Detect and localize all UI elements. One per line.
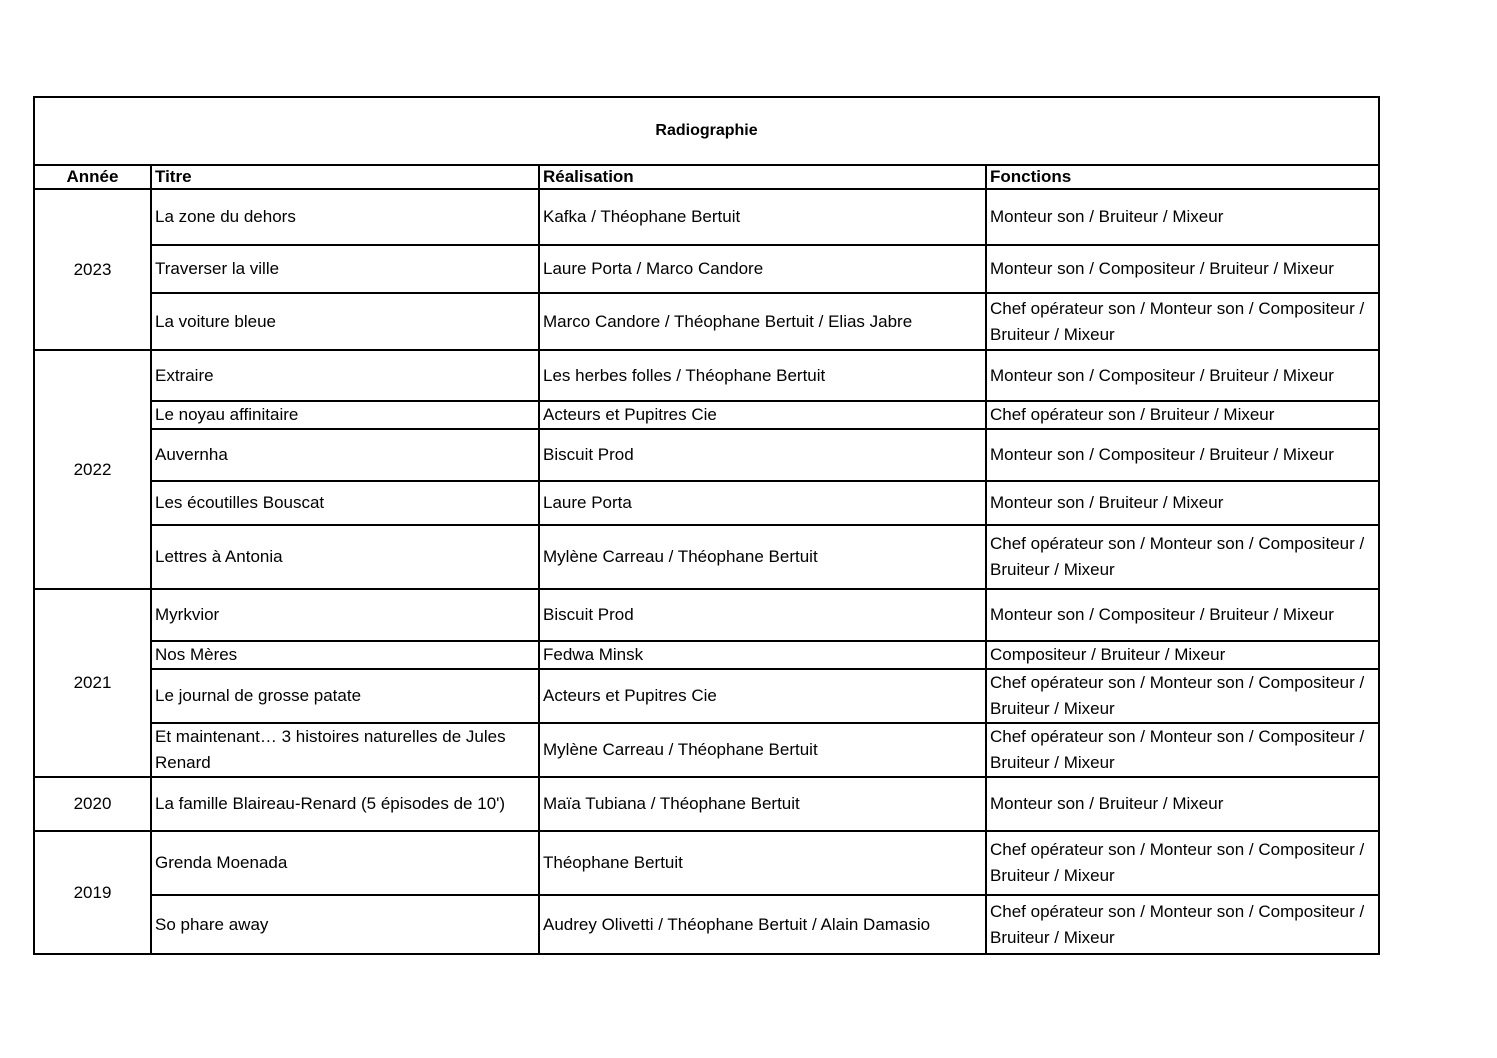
header-director: Réalisation: [539, 165, 986, 189]
director-cell: Mylène Carreau / Théophane Bertuit: [539, 525, 986, 589]
functions-cell: Monteur son / Compositeur / Bruiteur / Mixeur: [986, 589, 1379, 641]
functions-cell: Monteur son / Bruiteur / Mixeur: [986, 189, 1379, 245]
title-cell: Et maintenant… 3 histoires naturelles de Jules Renard: [151, 723, 539, 777]
director-cell: Laure Porta / Marco Candore: [539, 245, 986, 293]
table-row: [34, 641, 1379, 669]
director-cell: Mylène Carreau / Théophane Bertuit: [539, 723, 986, 777]
director-cell: Biscuit Prod: [539, 589, 986, 641]
table-row: [34, 429, 1379, 481]
table-row: [34, 189, 1379, 245]
functions-cell: Monteur son / Compositeur / Bruiteur / Mixeur: [986, 245, 1379, 293]
director-cell: Acteurs et Pupitres Cie: [539, 669, 986, 723]
functions-cell: Chef opérateur son / Monteur son / Compositeur / Bruiteur / Mixeur: [986, 895, 1379, 954]
functions-cell: Chef opérateur son / Monteur son / Compositeur / Bruiteur / Mixeur: [986, 723, 1379, 777]
table-row: [34, 777, 1379, 831]
title-cell: La famille Blaireau-Renard (5 épisodes de 10'): [151, 777, 539, 831]
director-cell: Marco Candore / Théophane Bertuit / Elias Jabre: [539, 293, 986, 350]
functions-cell: Chef opérateur son / Monteur son / Compositeur / Bruiteur / Mixeur: [986, 669, 1379, 723]
title-cell: Le noyau affinitaire: [151, 401, 539, 429]
functions-cell: Monteur son / Bruiteur / Mixeur: [986, 777, 1379, 831]
director-cell: Kafka / Théophane Bertuit: [539, 189, 986, 245]
year-cell: 2021: [34, 589, 151, 777]
director-cell: Fedwa Minsk: [539, 641, 986, 669]
title-cell: Extraire: [151, 350, 539, 401]
title-cell: La zone du dehors: [151, 189, 539, 245]
header-year: Année: [34, 165, 151, 189]
title-cell: Les écoutilles Bouscat: [151, 481, 539, 525]
table-row: [34, 669, 1379, 723]
functions-cell: Monteur son / Compositeur / Bruiteur / Mixeur: [986, 350, 1379, 401]
title-cell: Traverser la ville: [151, 245, 539, 293]
header-title: Titre: [151, 165, 539, 189]
header-functions: Fonctions: [986, 165, 1379, 189]
director-cell: Audrey Olivetti / Théophane Bertuit / Alain Damasio: [539, 895, 986, 954]
functions-cell: Chef opérateur son / Monteur son / Compositeur / Bruiteur / Mixeur: [986, 293, 1379, 350]
functions-cell: Chef opérateur son / Monteur son / Compositeur / Bruiteur / Mixeur: [986, 525, 1379, 589]
director-cell: Les herbes folles / Théophane Bertuit: [539, 350, 986, 401]
header-row: [34, 165, 1379, 189]
title-cell: Le journal de grosse patate: [151, 669, 539, 723]
title-cell: La voiture bleue: [151, 293, 539, 350]
functions-cell: Monteur son / Bruiteur / Mixeur: [986, 481, 1379, 525]
table-row: [34, 350, 1379, 401]
functions-cell: Monteur son / Compositeur / Bruiteur / Mixeur: [986, 429, 1379, 481]
table-row: [34, 589, 1379, 641]
table-row: [34, 293, 1379, 350]
year-cell: 2019: [34, 831, 151, 954]
table-row: [34, 831, 1379, 895]
director-cell: Théophane Bertuit: [539, 831, 986, 895]
table-row: [34, 723, 1379, 777]
director-cell: Laure Porta: [539, 481, 986, 525]
table-title: Radiographie: [34, 97, 1379, 165]
functions-cell: Chef opérateur son / Bruiteur / Mixeur: [986, 401, 1379, 429]
table-row: [34, 245, 1379, 293]
functions-cell: Compositeur / Bruiteur / Mixeur: [986, 641, 1379, 669]
year-cell: 2023: [34, 189, 151, 350]
title-cell: Nos Mères: [151, 641, 539, 669]
director-cell: Maïa Tubiana / Théophane Bertuit: [539, 777, 986, 831]
table-body: [34, 189, 1379, 954]
title-cell: Grenda Moenada: [151, 831, 539, 895]
title-cell: Lettres à Antonia: [151, 525, 539, 589]
functions-cell: Chef opérateur son / Monteur son / Compositeur / Bruiteur / Mixeur: [986, 831, 1379, 895]
filmography-table: [33, 96, 1380, 955]
title-row: [34, 97, 1379, 165]
title-cell: So phare away: [151, 895, 539, 954]
director-cell: Biscuit Prod: [539, 429, 986, 481]
table-row: [34, 401, 1379, 429]
table-row: [34, 525, 1379, 589]
table-row: [34, 481, 1379, 525]
table-row: [34, 895, 1379, 954]
year-cell: 2022: [34, 350, 151, 589]
director-cell: Acteurs et Pupitres Cie: [539, 401, 986, 429]
year-cell: 2020: [34, 777, 151, 831]
title-cell: Auvernha: [151, 429, 539, 481]
title-cell: Myrkvior: [151, 589, 539, 641]
